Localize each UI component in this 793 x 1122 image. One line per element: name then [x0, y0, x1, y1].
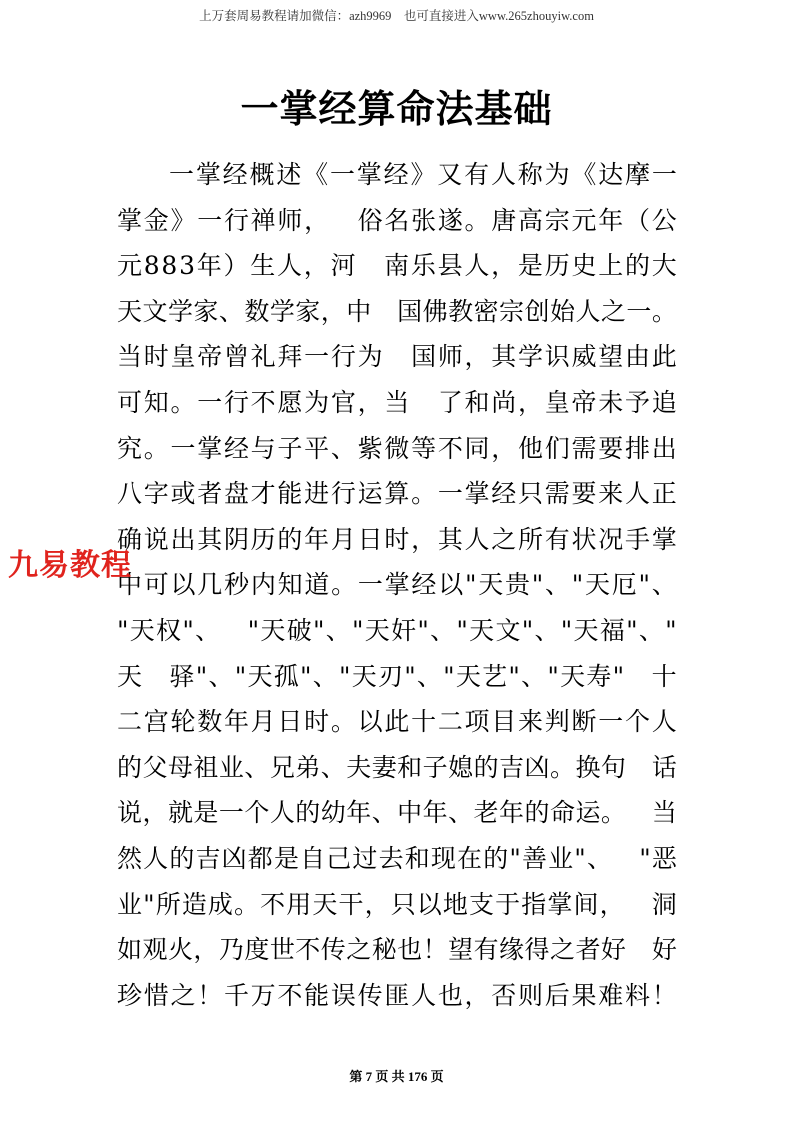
- text-line: 究 。 一 掌 经 与 子 平 、 紫 微 等 不 同 ， 他 们 需 要 排 出: [117, 433, 677, 463]
- text-line: 珍 惜 之 ！ 千 万 不 能 误 传 匪 人 也 ， 否 则 后 果 难 料 ！: [117, 980, 677, 1010]
- text-line: 掌 金 》 一 行 禅 师 ， 俗 名 张 遂 。 唐 高 宗 元 年 （ 公: [117, 205, 677, 235]
- text-line: 确 说 出 其 阴 历 的 年 月 日 时 ， 其 人 之 所 有 状 况 手 掌: [117, 524, 677, 554]
- text-line: 元 8 8 3 年 ） 生 人 ， 河 南 乐 县 人 ， 是 历 史 上 的 大: [117, 251, 677, 281]
- text-line: 可 知 。 一 行 不 愿 为 官 ， 当 了 和 尚 ， 皇 帝 未 予 追: [117, 387, 677, 417]
- text-line: 说 ， 就 是 一 个 人 的 幼 年 、 中 年 、 老 年 的 命 运 。 当: [117, 798, 677, 828]
- text-line: 如 观 火 ， 乃 度 世 不 传 之 秘 也 ！ 望 有 缘 得 之 者 好 好: [117, 935, 677, 965]
- text-line: 天 驿 " 、 " 天 孤 " 、 " 天 刃 " 、 " 天 艺 " 、 " 天 寿 " 十: [117, 661, 677, 691]
- text-line: 一 掌 经 概 述 《 一 掌 经 》 又 有 人 称 为 《 达 摩 一: [169, 160, 677, 189]
- watermark: 九易教程: [8, 548, 132, 583]
- text-line: 当 时 皇 帝 曾 礼 拜 一 行 为 国 师 ， 其 学 识 威 望 由 此: [117, 342, 677, 372]
- text-line: 二 宫 轮 数 年 月 日 时 。 以 此 十 二 项 目 来 判 断 一 个 人: [117, 707, 677, 737]
- text-line: 的 父 母 祖 业 、 兄 弟 、 夫 妻 和 子 媳 的 吉 凶 。 换 句 话: [117, 752, 677, 782]
- text-line: 然 人 的 吉 凶 都 是 自 己 过 去 和 现 在 的 " 善 业 " 、 " 恶: [117, 843, 677, 873]
- text-line: 中 可 以 几 秒 内 知 道 。 一 掌 经 以 " 天 贵 " 、 " 天 厄 " 、: [117, 570, 677, 600]
- text-line: 八 字 或 者 盘 才 能 进 行 运 算 。 一 掌 经 只 需 要 来 人 正: [117, 479, 677, 509]
- page-footer: 第 7 页 共 176 页: [349, 1069, 444, 1084]
- page-header: 上万套周易教程请加微信：azh9969 也可直接进入www.265zhouyiw.com: [199, 9, 594, 23]
- text-line: 业 " 所 造 成 。 不 用 天 干 ， 只 以 地 支 于 指 掌 间 ， 洞: [117, 889, 677, 919]
- page-title: 一掌经算命法基础: [240, 87, 553, 131]
- text-line: 天 文 学 家 、 数 学 家 ， 中 国 佛 教 密 宗 创 始 人 之 一 。: [117, 296, 677, 326]
- text-line: " 天 权 " 、 " 天 破 " 、 " 天 奸 " 、 " 天 文 " 、 " 天 福 " 、 ": [117, 615, 677, 645]
- body-text: [117, 152, 677, 1018]
